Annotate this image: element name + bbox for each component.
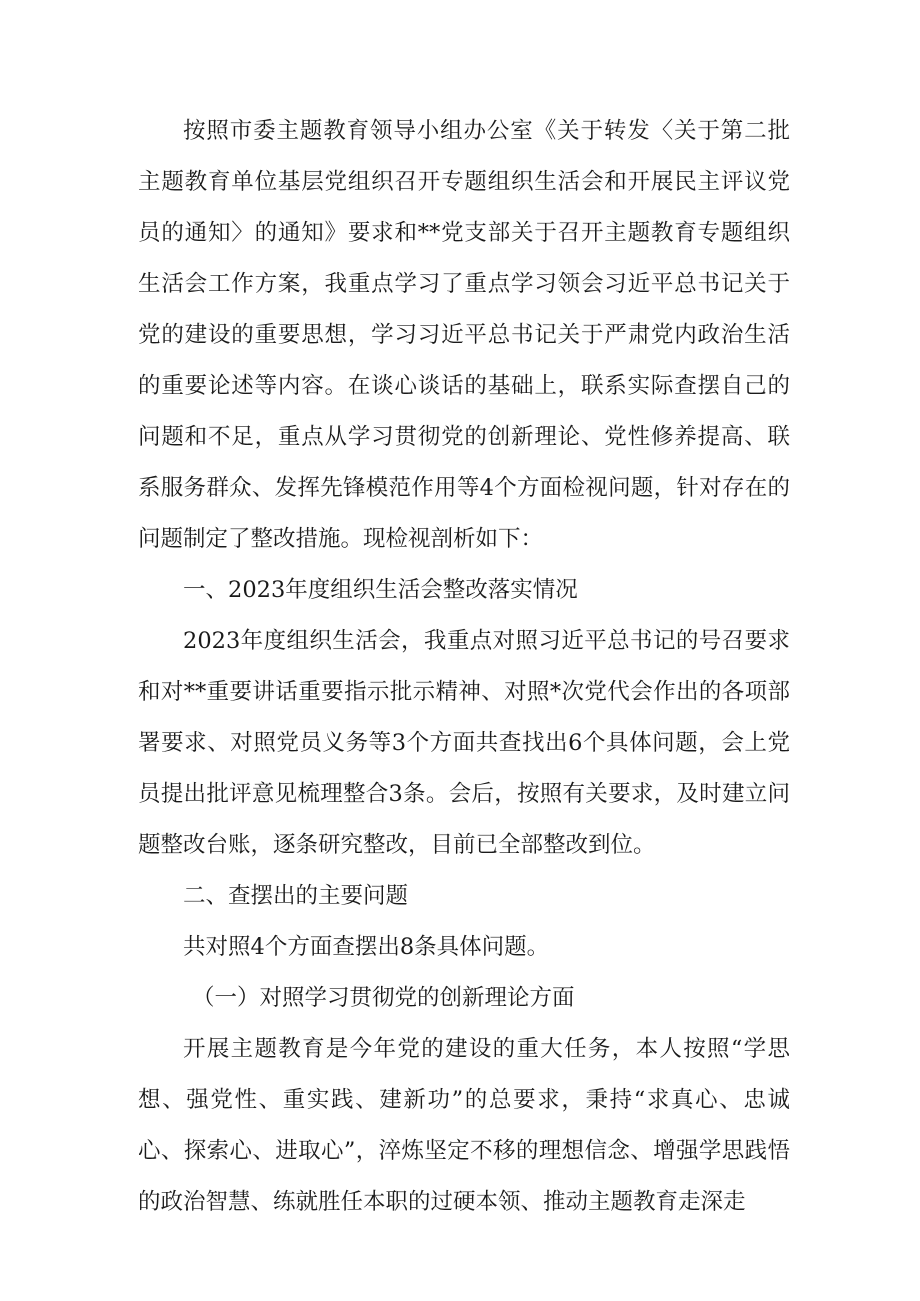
document-body: [138, 106, 790, 1228]
subsection-heading-1: （一）对照学习贯彻党的创新理论方面: [192, 985, 575, 1011]
intro-paragraph: 按照市委主题教育领导小组办公室《关于转发〈关于第二批主题教育单位基层党组织召开专题组织生活会和开展民主评议党员的通知〉的通知》要求和**党支部关于召开主题教育专题组织生活会工作方案，我重点学习了重点学习领会习近平总书记关于党的建设的重要思想，学习习近平总书记关于严肃党内政治生活的重要论述等内容。在谈心谈话的基础上，联系实际查摆自己的问题和不足，重点从学习贯彻党的创新理论、党性修养提高、联系服务群众、发挥先锋模范作用等4个方面检视问题，针对存在的问题制定了整改措施。现检视剖析如下：: [138, 118, 790, 552]
section-2-summary: 共对照4个方面查摆出8条具体问题。: [183, 934, 550, 960]
section-1-paragraph: 2023年度组织生活会，我重点对照习近平总书记的号召要求和对**重要讲话重要指示批示精神、对照*次党代会作出的各项部署要求、对照党员义务等3个方面共查找出6个具体问题，会上党员提出批评意见梳理整合3条。会后，按照有关要求，及时建立问题整改台账，逐条研究整改，目前已全部整改到位。: [138, 628, 790, 858]
section-heading-1: 一、2023年度组织生活会整改落实情况: [183, 577, 578, 603]
section-heading-2: 二、查摆出的主要问题: [183, 883, 409, 909]
subsection-1-paragraph: 开展主题教育是今年党的建设的重大任务，本人按照“学思想、强党性、重实践、建新功”的总要求，秉持“求真心、忠诚心、探索心、进取心”，淬炼坚定不移的理想信念、增强学思践悟的政治智慧、练就胜任本职的过硬本领、推动主题教育走深走: [138, 1036, 790, 1215]
